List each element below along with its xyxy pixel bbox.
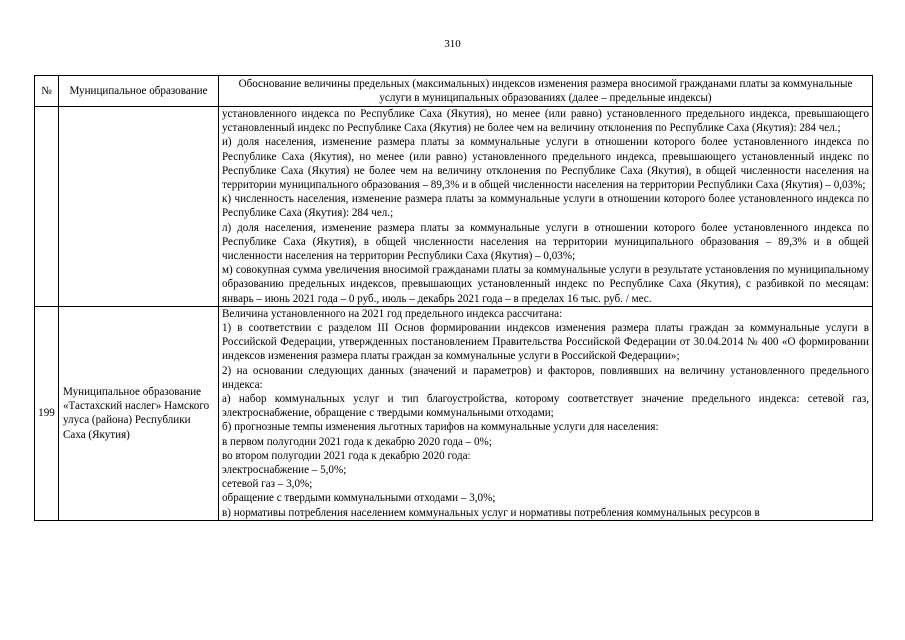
paragraph: установленного индекса по Республике Саха (Якутия), но менее (или равно) установленного предельного индекса, превышающего установленный индекс по Республике Саха (Якутия) не более чем на величину отклонения по Республике Саха (Якутия): 284 чел.; <box>222 108 869 135</box>
paragraph: во втором полугодии 2021 года к декабрю 2020 года: <box>222 449 471 462</box>
header-municipality: Муниципальное образование <box>59 76 219 107</box>
paragraph: а) набор коммунальных услуг и тип благоустройства, которому соответствует значение предельного индекса: сетевой газ, электроснабжение, обращение с твердыми коммунальными отходами; <box>222 393 869 420</box>
paragraph: в первом полугодии 2021 года к декабрю 2020 года – 0%; <box>222 435 492 448</box>
row-justification <box>219 107 873 307</box>
row-number: 199 <box>35 306 59 520</box>
table-row <box>35 306 873 520</box>
document-table <box>34 75 873 521</box>
paragraph: электроснабжение – 5,0%; <box>222 464 347 477</box>
paragraph: обращение с твердыми коммунальными отходами – 3,0%; <box>222 492 496 505</box>
header-num: № <box>35 76 59 107</box>
row-municipality: Муниципальное образование «Тастахский наслег» Намского улуса (района) Республики Саха (Якутия) <box>59 306 219 520</box>
table-row <box>35 107 873 307</box>
paragraph: к) численность населения, изменение размера платы за коммунальные услуги в отношении которого более установленного индекса по Республике Саха (Якутия): 284 чел.; <box>222 193 869 220</box>
paragraph: л) доля населения, изменение размера платы за коммунальные услуги в отношении которого более установленного индекса по Республике Саха (Якутия), в общей численности населения на территории муниципального образования – 89,3% и в общей численности населения на территории Республики Саха (Якутия) – 0,03%; <box>222 221 869 263</box>
table-header-row <box>35 76 873 107</box>
paragraph: б) прогнозные темпы изменения льготных тарифов на коммунальные услуги для населения: <box>222 421 659 434</box>
paragraph: сетевой газ – 3,0%; <box>222 478 313 491</box>
paragraph: м) совокупная сумма увеличения вносимой гражданами платы за коммунальные услуги в результате установления по муниципальному образованию предельных индексов, превышающих установленный индекс по Республике Саха (Якутия), с разбивкой по месяцам: январь – июнь 2021 года – 0 руб., июль – декабрь 2021 года – в пределах 16 тыс. руб. / мес. <box>222 264 869 305</box>
header-justification: Обоснование величины предельных (максимальных) индексов изменения размера вносимой гражданами платы за коммунальные услуги в муниципальных образованиях (далее – предельные индексы) <box>219 76 873 107</box>
paragraph: 1) в соответствии с разделом III Основ формировании индексов изменения размера платы граждан за коммунальные услуги в Российской Федерации, утвержденных постановлением Правительства Российской Федерации от 30.04.2014 № 400 «О формировании индексов изменения размера платы граждан за коммунальные услуги в Российской Федерации»; <box>222 322 869 363</box>
row-justification <box>219 306 873 520</box>
row-number <box>35 107 59 307</box>
paragraph: Величина установленного на 2021 год предельного индекса рассчитана: <box>222 307 563 320</box>
row-municipality <box>59 107 219 307</box>
paragraph: в) нормативы потребления населением коммунальных услуг и нормативы потребления коммунальных ресурсов в <box>222 506 760 519</box>
page-number: 310 <box>444 38 461 50</box>
paragraph: 2) на основании следующих данных (значений и параметров) и факторов, повлиявших на величину установленного предельного индекса: <box>222 364 869 391</box>
paragraph: и) доля населения, изменение размера платы за коммунальные услуги в отношении которого более установленного индекса по Республике Саха (Якутия), но менее (или равно) установленного предельного индекса, превышающего установленный индекс по Республике Саха (Якутия) не более чем на величину отклонения по Республике Саха (Якутия), в общей численности населения на территории муниципального образования – 89,3% и в общей численности населения на территории Республики Саха (Якутия) – 0,03%; <box>222 136 869 192</box>
